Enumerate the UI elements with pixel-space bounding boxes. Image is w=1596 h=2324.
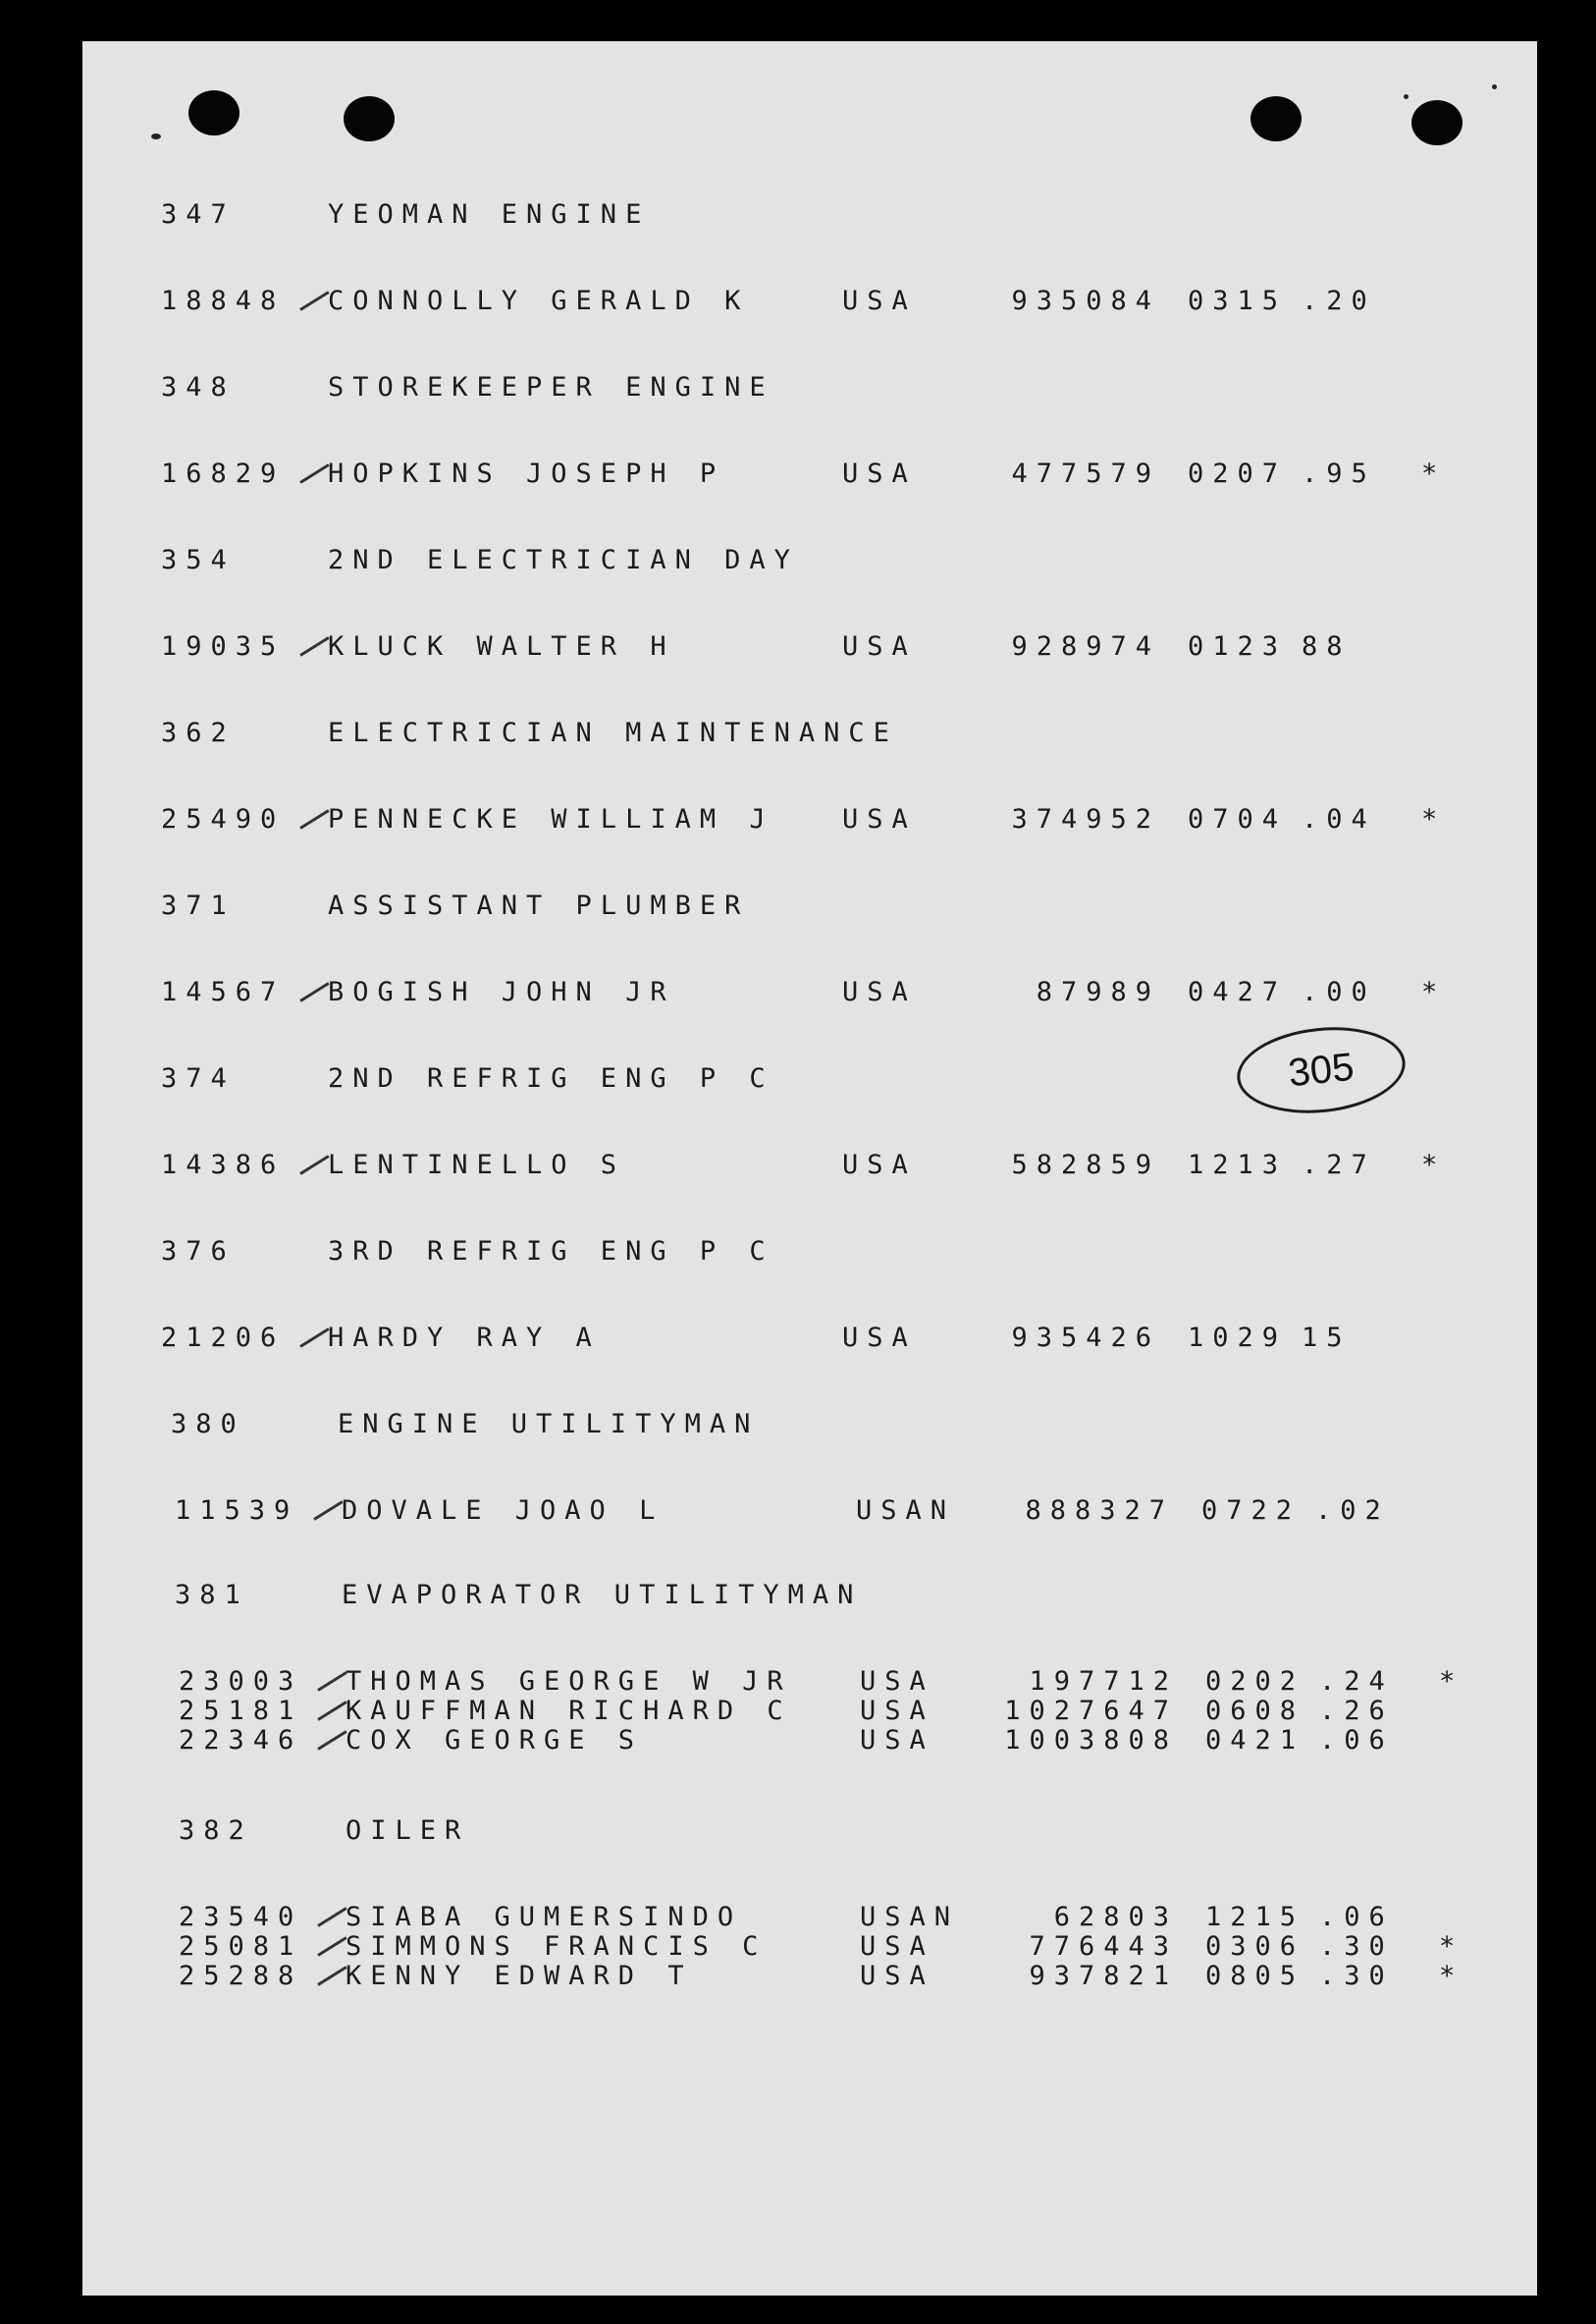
job-code: 354 [161, 545, 236, 575]
crew-number: 888327 [1025, 1495, 1174, 1526]
crew-nationality: USA [860, 1696, 934, 1726]
crew-number: 197712 [1029, 1666, 1178, 1697]
crew-date: 0315 [1188, 286, 1288, 316]
crew-amount: .95 [1302, 459, 1376, 489]
check-tick [313, 1500, 343, 1521]
job-code: 376 [161, 1236, 236, 1267]
job-heading [96, 1581, 1510, 1610]
crew-id: 14567 [161, 977, 286, 1007]
job-title: YEOMAN ENGINE [328, 199, 651, 230]
crew-name: KAUFFMAN RICHARD C [346, 1696, 792, 1726]
crew-name: DOVALE JOAO L [342, 1495, 665, 1526]
page-number-text: 305 [1286, 1045, 1357, 1096]
document-page [82, 41, 1537, 2296]
crew-roster [82, 41, 1537, 2296]
check-tick [317, 1730, 346, 1751]
crew-date: 1215 [1205, 1902, 1305, 1932]
crew-mark: * [1421, 1150, 1447, 1180]
job-code: 371 [161, 891, 236, 921]
job-code: 362 [161, 718, 236, 748]
crew-row [82, 805, 1496, 835]
job-heading [82, 892, 1496, 921]
crew-name: CONNOLLY GERALD K [328, 286, 750, 316]
job-title: ENGINE UTILITYMAN [338, 1409, 760, 1439]
crew-number: 62803 [1053, 1902, 1178, 1932]
job-heading [82, 719, 1496, 748]
check-tick [299, 463, 329, 484]
crew-date: 0704 [1188, 804, 1288, 835]
crew-amount: .06 [1319, 1725, 1394, 1756]
job-heading [100, 1816, 1514, 1846]
crew-date: 1213 [1188, 1150, 1288, 1180]
crew-name: THOMAS GEORGE W JR [346, 1666, 792, 1697]
crew-nationality: USA [842, 459, 917, 489]
crew-id: 21206 [161, 1323, 286, 1353]
crew-row [82, 1324, 1496, 1353]
crew-number: 937821 [1029, 1961, 1178, 1991]
crew-id: 25288 [179, 1961, 303, 1991]
crew-amount: .02 [1315, 1495, 1390, 1526]
job-title: 2ND REFRIG ENG P C [328, 1063, 774, 1094]
job-code: 381 [175, 1580, 249, 1610]
crew-date: 0608 [1205, 1696, 1305, 1726]
check-tick [317, 1907, 346, 1927]
job-code: 348 [161, 372, 236, 403]
crew-date: 1029 [1188, 1323, 1288, 1353]
crew-nationality: USA [860, 1666, 934, 1697]
crew-row [100, 1697, 1514, 1726]
crew-number: 1003808 [1004, 1725, 1178, 1756]
crew-row [100, 1667, 1514, 1697]
crew-name: PENNECKE WILLIAM J [328, 804, 774, 835]
crew-row [82, 632, 1496, 662]
crew-id: 18848 [161, 286, 286, 316]
crew-amount: 15 [1302, 1323, 1352, 1353]
crew-row [82, 1151, 1496, 1180]
crew-amount: 88 [1302, 631, 1352, 662]
crew-id: 25490 [161, 804, 286, 835]
crew-number: 928974 [1011, 631, 1160, 662]
crew-number: 1027647 [1004, 1696, 1178, 1726]
job-title: STOREKEEPER ENGINE [328, 372, 774, 403]
crew-id: 23540 [179, 1902, 303, 1932]
crew-id: 19035 [161, 631, 286, 662]
crew-row [100, 1903, 1514, 1932]
check-tick [299, 809, 329, 830]
crew-row [100, 1962, 1514, 1991]
crew-number: 935084 [1011, 286, 1160, 316]
check-tick [317, 1936, 346, 1957]
crew-id: 14386 [161, 1150, 286, 1180]
check-tick [299, 1155, 329, 1175]
crew-number: 477579 [1011, 459, 1160, 489]
check-tick [299, 291, 329, 311]
crew-date: 0306 [1205, 1931, 1305, 1962]
crew-date: 0805 [1205, 1961, 1305, 1991]
check-tick [317, 1671, 346, 1692]
crew-nationality: USA [842, 1323, 917, 1353]
job-title: 3RD REFRIG ENG P C [328, 1236, 774, 1267]
crew-date: 0202 [1205, 1666, 1305, 1697]
crew-id: 25181 [179, 1696, 303, 1726]
crew-id: 11539 [175, 1495, 299, 1526]
crew-name: HARDY RAY A [328, 1323, 601, 1353]
crew-amount: .20 [1302, 286, 1376, 316]
job-heading [82, 200, 1496, 230]
job-code: 380 [171, 1409, 245, 1439]
crew-nationality: USA [860, 1961, 934, 1991]
check-tick [299, 636, 329, 657]
crew-date: 0722 [1201, 1495, 1302, 1526]
crew-number: 374952 [1011, 804, 1160, 835]
crew-id: 16829 [161, 459, 286, 489]
crew-date: 0421 [1205, 1725, 1305, 1756]
job-heading [92, 1410, 1506, 1439]
crew-date: 0123 [1188, 631, 1288, 662]
crew-nationality: USA [842, 286, 917, 316]
crew-mark: * [1439, 1961, 1464, 1991]
job-heading [82, 546, 1496, 575]
crew-name: KLUCK WALTER H [328, 631, 675, 662]
crew-row [100, 1932, 1514, 1962]
job-title: 2ND ELECTRICIAN DAY [328, 545, 799, 575]
crew-name: HOPKINS JOSEPH P [328, 459, 725, 489]
check-tick [299, 1327, 329, 1348]
crew-number: 87989 [1036, 977, 1160, 1007]
job-title: EVAPORATOR UTILITYMAN [342, 1580, 863, 1610]
crew-amount: .26 [1319, 1696, 1394, 1726]
job-title: ASSISTANT PLUMBER [328, 891, 750, 921]
job-heading [82, 373, 1496, 403]
crew-name: KENNY EDWARD T [346, 1961, 693, 1991]
crew-amount: .00 [1302, 977, 1376, 1007]
crew-date: 0427 [1188, 977, 1288, 1007]
crew-nationality: USA [860, 1931, 934, 1962]
crew-nationality: USA [842, 804, 917, 835]
crew-row [82, 287, 1496, 316]
crew-row [96, 1496, 1510, 1526]
crew-nationality: USA [860, 1725, 934, 1756]
check-tick [299, 982, 329, 1002]
crew-nationality: USA [842, 977, 917, 1007]
job-title: OILER [346, 1815, 470, 1846]
crew-amount: .30 [1319, 1961, 1394, 1991]
crew-nationality: USAN [856, 1495, 956, 1526]
crew-id: 25081 [179, 1931, 303, 1962]
crew-name: LENTINELLO S [328, 1150, 626, 1180]
crew-amount: .24 [1319, 1666, 1394, 1697]
crew-name: BOGISH JOHN JR [328, 977, 675, 1007]
check-tick [317, 1701, 346, 1721]
crew-mark: * [1421, 459, 1447, 489]
crew-name: SIMMONS FRANCIS C [346, 1931, 768, 1962]
crew-mark: * [1421, 977, 1447, 1007]
job-code: 382 [179, 1815, 253, 1846]
crew-amount: .27 [1302, 1150, 1376, 1180]
crew-mark: * [1439, 1666, 1464, 1697]
crew-number: 776443 [1029, 1931, 1178, 1962]
crew-date: 0207 [1188, 459, 1288, 489]
crew-row [82, 978, 1496, 1007]
job-code: 374 [161, 1063, 236, 1094]
crew-id: 22346 [179, 1725, 303, 1756]
crew-mark: * [1421, 804, 1447, 835]
crew-mark: * [1439, 1931, 1464, 1962]
crew-name: COX GEORGE S [346, 1725, 644, 1756]
crew-amount: .04 [1302, 804, 1376, 835]
job-code: 347 [161, 199, 236, 230]
crew-nationality: USA [842, 631, 917, 662]
crew-nationality: USAN [860, 1902, 960, 1932]
crew-name: SIABA GUMERSINDO [346, 1902, 743, 1932]
check-tick [317, 1966, 346, 1986]
crew-row [82, 459, 1496, 489]
crew-nationality: USA [842, 1150, 917, 1180]
crew-number: 582859 [1011, 1150, 1160, 1180]
job-title: ELECTRICIAN MAINTENANCE [328, 718, 898, 748]
crew-number: 935426 [1011, 1323, 1160, 1353]
crew-row [100, 1726, 1514, 1756]
job-heading [82, 1237, 1496, 1267]
crew-amount: .06 [1319, 1902, 1394, 1932]
crew-id: 23003 [179, 1666, 303, 1697]
crew-amount: .30 [1319, 1931, 1394, 1962]
